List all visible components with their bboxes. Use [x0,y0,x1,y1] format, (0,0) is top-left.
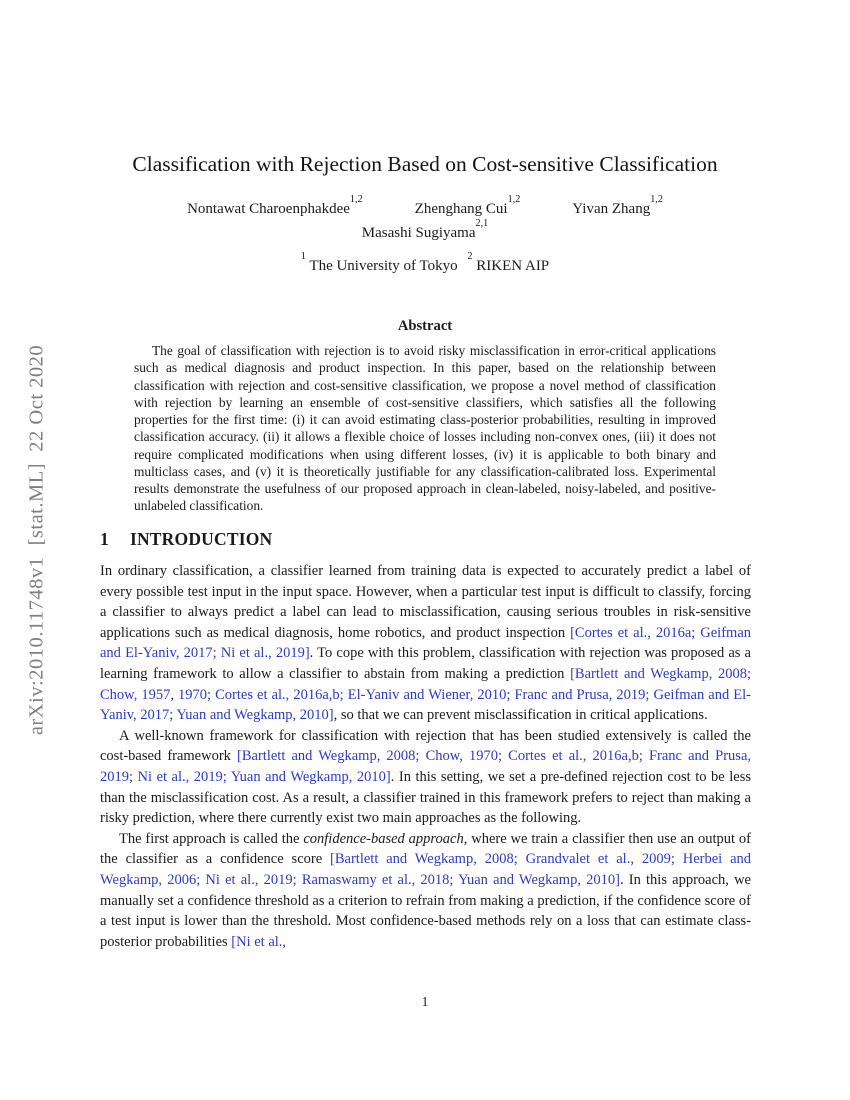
section-title: INTRODUCTION [129,529,273,549]
author-affiliation-superscript: 1,2 [349,194,363,206]
affiliation-item: $^2$ RIKEN AIP [467,251,550,274]
page-number: 1 [421,994,429,1009]
paper-title: Classification with Rejection Based on Cost-sensitive Classification [132,152,718,176]
author-name: Zhenghang Cui$^{1,2}$ [414,194,521,217]
text-segment: confidence-based approach [303,830,464,847]
text-segment: A well-known framework for classification with rejection that has been studied extensively is called the cost-based framework [100,727,751,765]
authors-row-1 [0,194,850,218]
affiliations [0,251,850,275]
citation-link[interactable]: [Bartlett and Wegkamp, 2008; Chow, 1970; Cortes et al., 2016a,b; Franc and Prusa, 2019; Ni et al., 2019; Yuan and Wegkamp, 2010] [100,748,752,785]
section-number: 1 [100,529,109,549]
text-segment: In ordinary classification, a classifier learned from training data is expected to accurately predict a label of every possible test input in the input space. However, when a particular test input is difficult to classify, forcing a classifier to always predict a label can lead to misclassification, causing serious troubles in risk-sensitive applications such as medical diagnosis, home robotics, and product inspection [100,563,751,641]
citation-link[interactable]: [Bartlett and Wegkamp, 2008; Grandvalet et al., 2009; Herbei and Wegkamp, 2006; Ni et al., 2019; Ramaswamy et al., 2018; Yuan and Wegkamp, 2010] [100,851,751,888]
paragraph [100,726,751,829]
author-affiliation-superscript: 1,2 [650,194,663,206]
affiliation-item: $^1$ The University of Tokyo [300,251,462,274]
text-segment: , so that we can prevent misclassification in critical applications. [333,707,708,724]
paragraph [100,561,751,726]
author-name: Nontawat Charoenphakdee$^{1,2}$ [187,194,363,217]
abstract-heading: Abstract [397,318,453,334]
author-affiliation-superscript: 1,2 [507,194,521,206]
section-heading-introduction [100,529,272,550]
affiliation-superscript: 1 [300,251,306,263]
text-segment: The first approach is called the [119,830,304,847]
introduction-body [100,561,751,952]
affiliation-superscript: 2 [467,251,473,263]
author-name: Yivan Zhang$^{1,2}$ [572,194,663,217]
text-segment: . To cope with this problem, classification with rejection was proposed as a learning framework to allow a classifier to abstain from making a prediction [100,645,751,682]
abstract-body: The goal of classification with rejection is to avoid risky misclassification in error-critical applications such as medical diagnosis and product inspection. In this paper, based on the relationship between classification with rejection and cost-sensitive classification, we propose a novel method of classification with rejection by learning an ensemble of cost-sensitive classifiers, which satisfies all the following properties for the first time: (i) it can avoid estimating class-posterior probabilities, resulting in improved classification accuracy. (ii) it allows a flexible choice of losses including non-convex ones, (iii) it does not require complicated modifications when using different losses, (iv) it is applicable to both binary and multiclass cases, and (v) it is theoretically justifiable for any classification-calibrated loss. Experimental results demonstrate the usefulness of our proposed approach in clean-labeled, noisy-labeled, and positive-unlabeled classification. [134,343,716,514]
citation-link[interactable]: [Bartlett and Wegkamp, 2008; Chow, 1957, 1970; Cortes et al., 2016a,b; El-Yaniv and Wiener, 2010; Franc and Prusa, 2019; Geifman and El-Yaniv, 2017; Yuan and Wegkamp, 2010] [100,665,751,724]
citation-link[interactable]: [Cortes et al., 2016a; Geifman and El-Yaniv, 2017; Ni et al., 2019] [100,624,752,662]
author-affiliation-superscript: 2,1 [475,218,489,230]
text-segment: . In this approach, we manually set a confidence threshold as a criterion to refrain from making a prediction, if the confidence score of a test input is lower than the threshold. Most confidence-based methods rely on a loss that can estimate class-posterior probabilities [100,871,751,950]
text-segment: . In this setting, we set a pre-defined rejection cost to be less than the misclassification cost. As a result, a classifier trained in this framework prefers to reject than making a risky prediction, where there currently exist two main approaches as the following. [100,768,751,827]
arxiv-watermark: arXiv:2010.11748v1 [stat.ML] 22 Oct 2020 [25,344,48,736]
text-segment: , where we train a classifier then use an output of the classifier as a confidence score [100,830,751,868]
paragraph [100,829,751,953]
authors-row-2 [0,218,850,242]
citation-link[interactable]: [Ni et al., [231,933,287,950]
author-name: Masashi Sugiyama$^{2,1}$ [361,218,489,241]
